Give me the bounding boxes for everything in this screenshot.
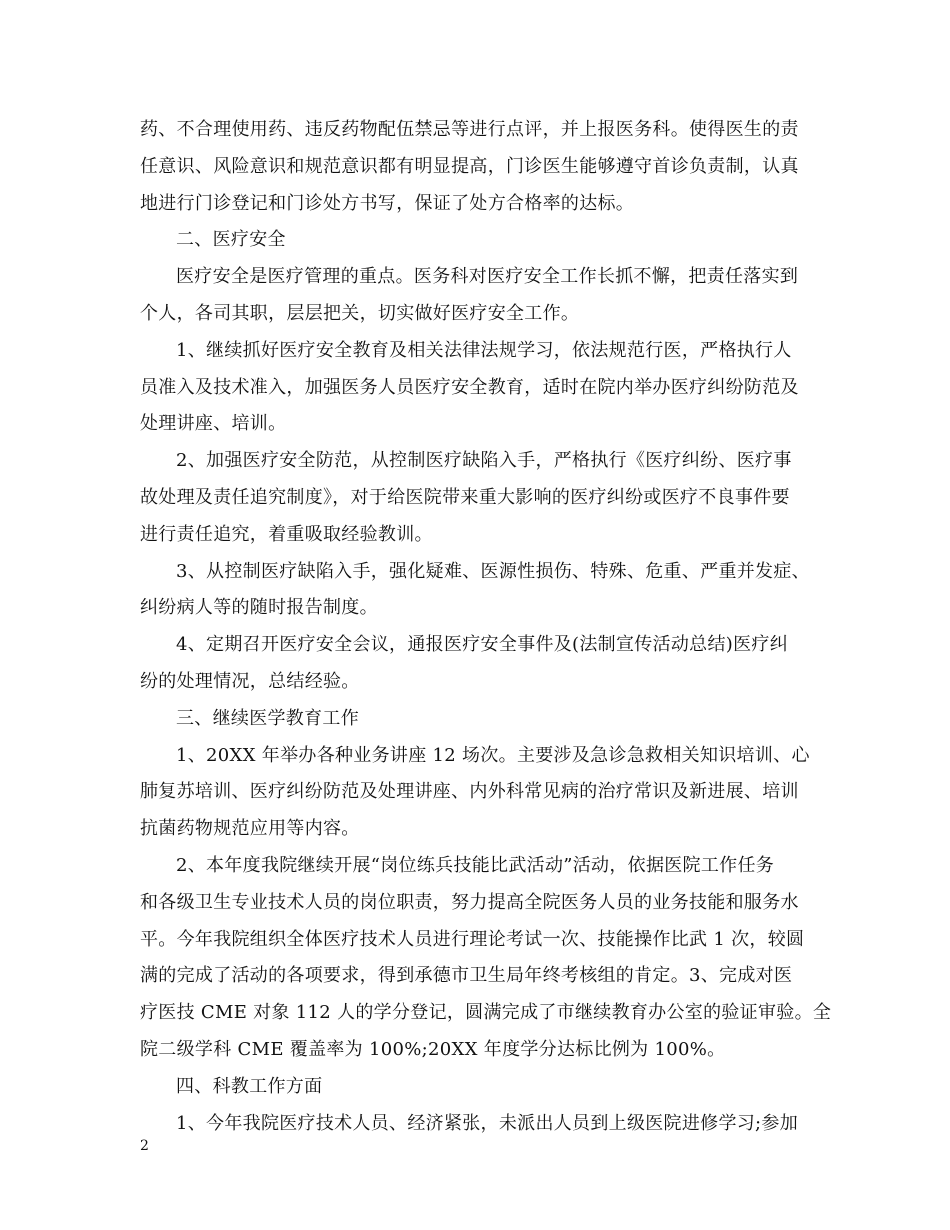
text-line: 故处理及责任追究制度》，对于给医院带来重大影响的医疗纠纷或医疗不良事件要 [140,486,790,508]
text-line: 肺复苏培训、医疗纠纷防范及处理讲座、内外科常见病的治疗常识及新进展、培训 [140,781,799,803]
text-line: 抗菌药物规范应用等内容。 [140,818,360,840]
text-line: 进行责任追究，着重吸取经验教训。 [140,523,433,545]
text-line: 平。今年我院组织全体医疗技术人员进行理论考试一次、技能操作比武 1 次，较圆 [140,928,805,950]
text-line: 地进行门诊登记和门诊处方书写，保证了处方合格率的达标。 [140,192,635,214]
text-line: 疗医技 CME 对象 112 人的学分登记，圆满完成了市继续教育办公室的验证审验。全 [140,1002,832,1024]
text-line: 医疗安全是医疗管理的重点。医务科对医疗安全工作长抓不懈，把责任落实到 [176,266,799,288]
text-line: 员准入及技术准入，加强医务人员医疗安全教育，适时在院内举办医疗纠纷防范及 [140,376,799,398]
text-line: 二、医疗安全 [176,229,286,251]
text-line: 纷的处理情况，总结经验。 [140,670,360,692]
text-line: 三、继续医学教育工作 [176,707,359,729]
document-body [140,112,832,1142]
text-line: 任意识、风险意识和规范意识都有明显提高，门诊医生能够遵守首诊负责制，认真 [140,155,799,177]
text-line: 1、20XX 年举办各种业务讲座 12 场次。主要涉及急诊急救相关知识培训、心 [176,744,810,766]
text-line: 纠纷病人等的随时报告制度。 [140,597,378,619]
text-line: 2、加强医疗安全防范，从控制医疗缺陷入手，严格执行《医疗纠纷、医疗事 [176,450,792,472]
text-line: 2、本年度我院继续开展“岗位练兵技能比武活动”活动，依据医院工作任务 [176,854,775,876]
text-line: 满的完成了活动的各项要求，得到承德市卫生局年终考核组的肯定。3、完成对医 [140,965,793,987]
text-line: 3、从控制医疗缺陷入手，强化疑难、医源性损伤、特殊、危重、严重并发症、 [176,560,810,582]
text-line: 1、今年我院医疗技术人员、经济紧张，未派出人员到上级医院进修学习;参加 [176,1112,799,1134]
text-line: 个人，各司其职，层层把关，切实做好医疗安全工作。 [140,302,580,324]
text-line: 院二级学科 CME 覆盖率为 100%;20XX 年度学分达标比例为 100%。 [140,1038,726,1060]
text-line: 四、科教工作方面 [176,1075,323,1097]
text-line: 1、继续抓好医疗安全教育及相关法律法规学习，依法规范行医，严格执行人 [176,339,792,361]
text-line: 药、不合理使用药、违反药物配伍禁忌等进行点评，并上报医务科。使得医生的责 [140,119,799,140]
text-line: 处理讲座、培训。 [140,413,287,435]
text-line: 和各级卫生专业技术人员的岗位职责，努力提高全院医务人员的业务技能和服务水 [140,891,799,913]
text-line: 4、定期召开医疗安全会议，通报医疗安全事件及(法制宣传活动总结)医疗纠 [176,634,788,656]
page-number: 2 [140,1138,149,1154]
